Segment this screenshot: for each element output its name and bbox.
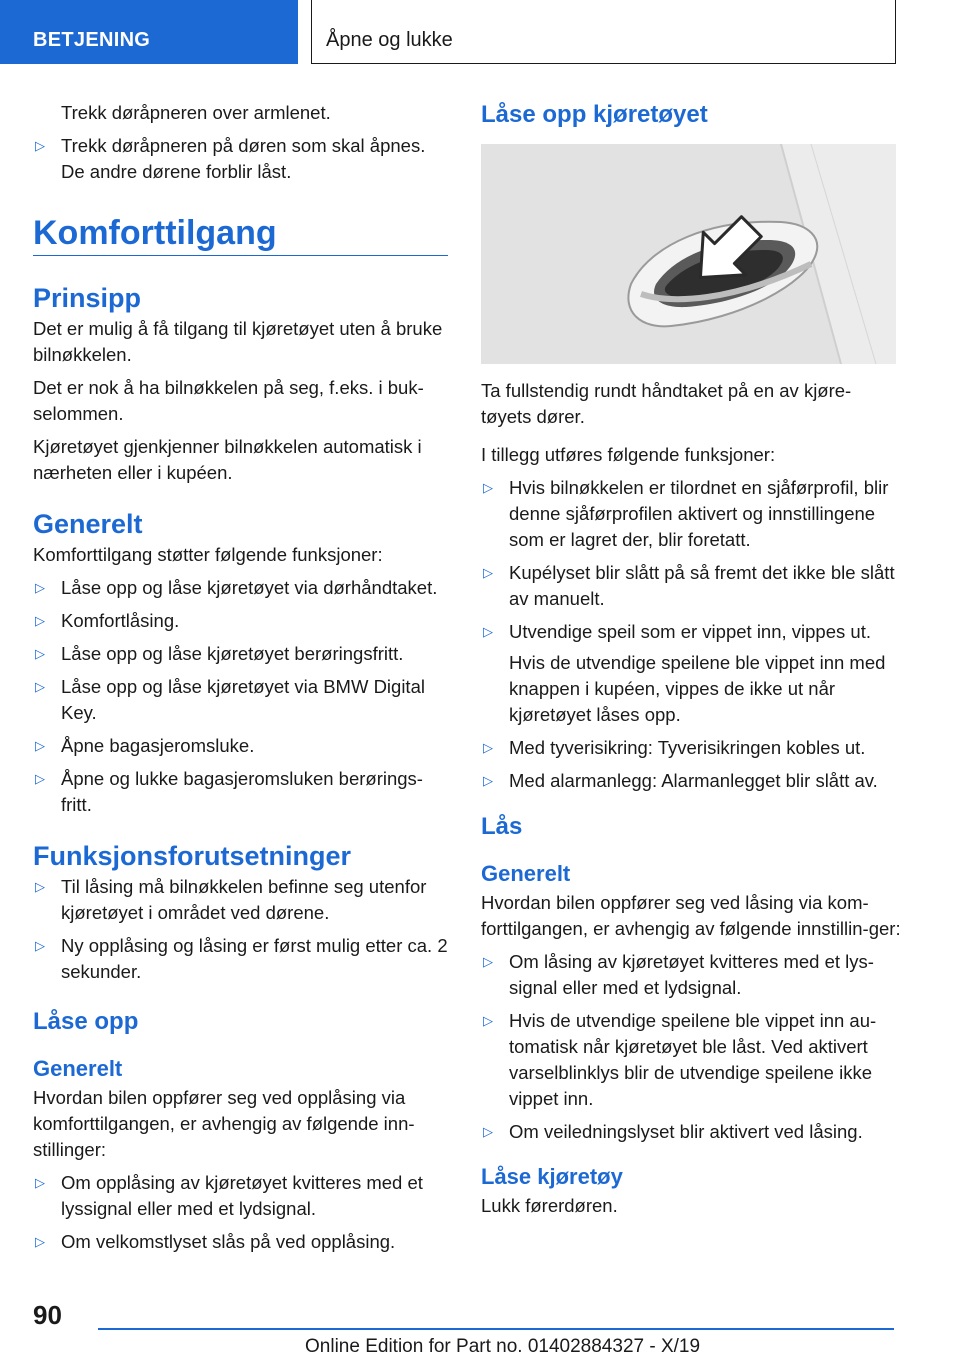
- paragraph: Hvordan bilen oppfører seg ved låsing via kom-forttilgangen, er avhengig av følgende innstillin-ger:: [481, 892, 901, 939]
- heading-laas: Lås: [481, 813, 523, 840]
- bullet-triangle-icon: ▷: [35, 613, 45, 628]
- bullet-triangle-icon: ▷: [35, 738, 45, 753]
- list-item: ▷ Om veiledningslyset blir aktivert ved låsing.: [481, 1119, 901, 1145]
- figure-caption: Ta fullstendig rundt håndtaket på en av kjøre-tøyets dører.: [481, 380, 852, 427]
- left-column: [33, 100, 448, 1262]
- list-item: ▷ Ny opplåsing og låsing er først mulig etter ca. 2 sekunder.: [35, 935, 448, 982]
- chapter-header: [311, 0, 896, 64]
- section-title: BETJENING: [33, 29, 151, 51]
- heading-generelt: Generelt: [33, 509, 143, 539]
- laase-opp-bullet-list: [33, 1170, 448, 1255]
- heading-laase-opp: Låse opp: [33, 1008, 139, 1035]
- bullet-triangle-icon: ▷: [483, 954, 493, 969]
- list-item: ▷ Komfortlåsing.: [33, 608, 448, 634]
- bullet-sub-paragraph: Hvis de utvendige speilene ble vippet inn med knappen i kupéen, vippes de ikke ut når kjøretøyet låses opp.: [509, 652, 886, 725]
- list-item: ▷ Om velkomstlyset slås på ved opplåsing.: [33, 1229, 448, 1255]
- heading-generelt-laas: Generelt: [481, 861, 571, 886]
- list-item: ▷ Kupélyset blir slått på så fremt det ikke ble slått av manuelt.: [483, 562, 895, 609]
- paragraph: Det er nok å ha bilnøkkelen på seg, f.eks. i buk-selommen.: [33, 377, 424, 424]
- bullet-triangle-icon: ▷: [483, 1124, 493, 1139]
- list-item: ▷ Til låsing må bilnøkkelen befinne seg utenfor kjøretøyet i området ved dørene.: [35, 876, 427, 923]
- bullet-triangle-icon: ▷: [35, 938, 45, 953]
- heading-funksjonsforutsetninger: Funksjonsforutsetninger: [33, 841, 352, 871]
- bullet-triangle-icon: ▷: [35, 879, 45, 894]
- bullet-triangle-icon: ▷: [35, 580, 45, 595]
- intro-bullet-list: [33, 133, 448, 185]
- section-tab: [0, 0, 298, 64]
- laas-bullet-list: [481, 949, 901, 1145]
- heading-prinsipp: Prinsipp: [33, 283, 142, 313]
- list-item: ▷ Åpne bagasjeromsluke.: [33, 733, 448, 759]
- chapter-title: Åpne og lukke: [326, 29, 453, 51]
- bullet-triangle-icon: ▷: [35, 646, 45, 661]
- paragraph: I tillegg utføres følgende funksjoner:: [481, 444, 776, 465]
- heading-generelt-laase-opp: Generelt: [33, 1056, 123, 1081]
- footer-divider: [98, 1328, 894, 1330]
- bullet-triangle-icon: ▷: [483, 480, 493, 495]
- list-item: ▷ Om opplåsing av kjøretøyet kvitteres med et lyssignal eller med et lydsignal.: [35, 1172, 423, 1219]
- intro-line: Trekk døråpneren over armlenet.: [61, 102, 331, 123]
- unlock-functions-list: [481, 475, 901, 794]
- footer-edition: Online Edition for Part no. 01402884327 - X/19: [305, 1336, 701, 1357]
- list-item: ▷ Låse opp og låse kjøretøyet via dørhåndtaket.: [33, 575, 448, 601]
- paragraph: Kjøretøyet gjenkjenner bilnøkkelen automatisk i nærheten eller i kupéen.: [33, 436, 422, 483]
- list-item: ▷ Trekk døråpneren på døren som skal åpnes. De andre dørene forblir låst.: [35, 135, 426, 182]
- list-item: ▷ Åpne og lukke bagasjeromsluken berørings-fritt.: [35, 768, 423, 815]
- bullet-triangle-icon: ▷: [35, 138, 45, 153]
- door-handle-illustration: [481, 144, 896, 364]
- list-item: ▷ Låse opp og låse kjøretøyet berøringsfritt.: [33, 641, 448, 667]
- heading-komforttilgang: Komforttilgang: [33, 213, 448, 256]
- list-item: ▷ Låse opp og låse kjøretøyet via BMW Digital Key.: [35, 676, 425, 723]
- paragraph: Det er mulig å få tilgang til kjøretøyet uten å bruke bilnøkkelen.: [33, 318, 443, 365]
- door-handle-image: [481, 144, 896, 364]
- bullet-triangle-icon: ▷: [483, 1013, 493, 1028]
- generelt-bullet-list: [33, 575, 448, 818]
- list-item: ▷ Med tyverisikring: Tyverisikringen kobles ut.: [481, 735, 901, 761]
- bullet-triangle-icon: ▷: [483, 740, 493, 755]
- list-item: ▷ Utvendige speil som er vippet inn, vippes ut. Hvis de utvendige speilene ble vippet inn med knappen i kupéen, vippes de ikke ut når kjøretøyet låses opp.: [481, 619, 901, 728]
- bullet-triangle-icon: ▷: [483, 565, 493, 580]
- page-number: 90: [33, 1300, 62, 1330]
- paragraph: Komforttilgang støtter følgende funksjoner:: [33, 544, 383, 565]
- bullet-triangle-icon: ▷: [35, 1234, 45, 1249]
- list-item: ▷ Med alarmanlegg: Alarmanlegget blir slått av.: [481, 768, 901, 794]
- bullet-triangle-icon: ▷: [35, 1175, 45, 1190]
- bullet-triangle-icon: ▷: [483, 624, 493, 639]
- list-item: ▷ Hvis de utvendige speilene ble vippet inn au-tomatisk når kjøretøyet ble låst. Ved aktivert varselblinklys blir de utvendige speilene ikke vippet inn.: [483, 1010, 877, 1109]
- funksjon-bullet-list: [33, 874, 448, 985]
- bullet-triangle-icon: ▷: [35, 679, 45, 694]
- bullet-triangle-icon: ▷: [35, 771, 45, 786]
- paragraph: Lukk førerdøren.: [481, 1195, 618, 1216]
- heading-laase-opp-kjoretoyet: Låse opp kjøretøyet: [481, 101, 708, 128]
- heading-laase-kjoretoy: Låse kjøretøy: [481, 1164, 623, 1189]
- right-column: [481, 100, 901, 1226]
- list-item: ▷ Hvis bilnøkkelen er tilordnet en sjåførprofil, blir denne sjåførprofilen aktivert og innstillingene som er lagret der, blir foretatt.: [483, 477, 889, 550]
- bullet-triangle-icon: ▷: [483, 773, 493, 788]
- paragraph: Hvordan bilen oppfører seg ved opplåsing via komforttilgangen, er avhengig av følgende inn-stillinger:: [33, 1087, 415, 1160]
- list-item: ▷ Om låsing av kjøretøyet kvitteres med et lys-signal eller med et lydsignal.: [483, 951, 874, 998]
